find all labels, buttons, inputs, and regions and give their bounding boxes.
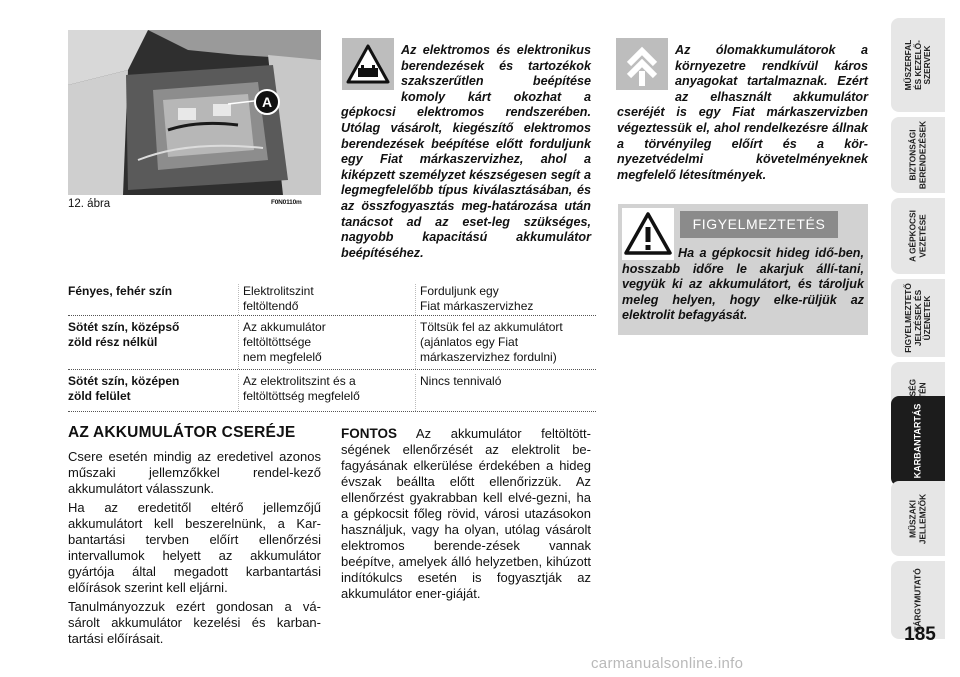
tab-muszerfal[interactable]: MŰSZERFAL ÉS KEZELŐ- SZERVEK: [891, 18, 945, 112]
important-text: Az akkumulátor feltöltött-ségének ellenőrzését az elektrolit be-fagyásának elkerülése érdekében a hideg évszak beállta előtt ellenőrizzük. Az ellenőrzést gyakrabban kell elvé-gezni, ha a gépkocsit főleg rövid, városi utazásokon használjuk, vagy ha olyan, utólag vásárolt elektromos berende-zések vannak beépítve, amelyek álló helyzetben, kihúzott indítókulcs esetén is fogyasztják az akkumulátor ener-giáját.: [341, 426, 591, 601]
table-cell-indicator: Fényes, fehér szín: [68, 284, 173, 298]
section-heading: AZ AKKUMULÁTOR CSERÉJE: [68, 424, 296, 441]
table-cell-action: Töltsük fel az akkumulátort (ajánlatos egy Fiat márkaszervizhez fordulni): [420, 320, 563, 364]
figure-code: F0N0110m: [271, 199, 302, 206]
tab-gepkocsi-vezetese[interactable]: A GÉPKOCSI VEZETÉSE: [891, 198, 945, 274]
battery-compartment-illustration: [68, 30, 321, 195]
table-row: [68, 320, 596, 370]
page-number: 185: [904, 624, 936, 645]
environment-note-text: Az ólomakkumulátorok a környezetre rendkívül káros anyagokat tartalmaznak. Ezért az elhasznált akkumulátor cseréjét is egy Fiat márkaszervizben végeztessük el, ahol rendelkezésre állnak a törvényileg előírt és a kör-nyezetvédelmi követelményeknek megfelelő létesítmények.: [617, 43, 868, 182]
table-cell-action: Forduljunk egy Fiat márkaszervizhez: [420, 284, 534, 313]
figure-caption: 12. ábra: [68, 198, 111, 210]
article-paragraph: Tanulmányozzuk ezért gondosan a vá-sárolt akkumulátor kezelési és karban-tartási előírásait.: [68, 599, 321, 646]
table-cell-indicator: Sötét szín, középen zöld felület: [68, 374, 180, 403]
tab-biztonsagi[interactable]: BIZTONSÁGI BERENDEZÉSEK: [891, 117, 945, 193]
important-label: FONTOS: [341, 426, 398, 441]
tab-muszaki-jellemzok[interactable]: MŰSZAKI JELLEMZŐK: [891, 481, 945, 556]
warning-text: Ha a gépkocsit hideg idő-ben, hosszabb időre le akarjuk állí-tani, vegyük ki az akkumulátort, és tároljuk meleg helyen, hogy elke-rüljük az elektrolit befagyását.: [622, 246, 864, 323]
tab-targymutato[interactable]: TÁRGYMUTATÓ: [891, 561, 945, 639]
table-cell-status: Az akkumulátor feltöltöttsége nem megfelelő: [243, 320, 326, 364]
electronics-warning-text: Az elektromos és elektronikus berendezések és tartozékok szakszerűtlen beépítése komoly kárt okozhat a gépkocsi elektromos rendszerében. Utólag vásárolt, kiegészítő elektromos berendezések beépítése előtt forduljunk egy Fiat márkaszervizhez, ahol a kiképzett személyzet készségesen segít a legmegfelelőbb típus kiválasztásában, és az összfogyasztás meg-határozása után tanácsot ad az eset-leg szükséges, nagyobb kapacitású akkumulátor beépítéséhez.: [341, 43, 591, 260]
tab-karbantartas[interactable]: KARBANTARTÁS: [891, 396, 945, 486]
table-cell-indicator: Sötét szín, középső zöld rész nélkül: [68, 320, 180, 349]
tab-figyelmezteto[interactable]: FIGYELMEZTETŐ JELZÉSEK ÉS ÜZENETEK: [891, 279, 945, 357]
article-paragraph: Ha az eredetitől eltérő jellemzőjű akkumulátort kell beszerelnünk, a Kar-bantartási tervben előírt ellenőrzési intervallumok helyett az akkumulátor gyártója által megadott karbantartási előírások szerint kell eljárni.: [68, 500, 321, 595]
warning-header: FIGYELMEZTETÉS: [680, 211, 838, 238]
table-row: [68, 374, 596, 412]
table-cell-status: Az elektrolitszint és a feltöltöttség megfelelő: [243, 374, 360, 403]
table-cell-status: Elektrolitszint feltöltendő: [243, 284, 314, 313]
article-paragraph: Csere esetén mindig az eredetivel azonos műszaki jellemzőkkel rendel-kező akkumulátort válasszunk.: [68, 449, 321, 496]
important-note: [341, 426, 591, 602]
indicator-table: [68, 284, 596, 412]
table-cell-action: Nincs tennivaló: [420, 374, 502, 388]
watermark: carmanualsonline.info: [591, 655, 744, 672]
callout-marker: A: [254, 89, 280, 115]
table-row: [68, 284, 596, 316]
battery-location-figure: [68, 30, 321, 195]
